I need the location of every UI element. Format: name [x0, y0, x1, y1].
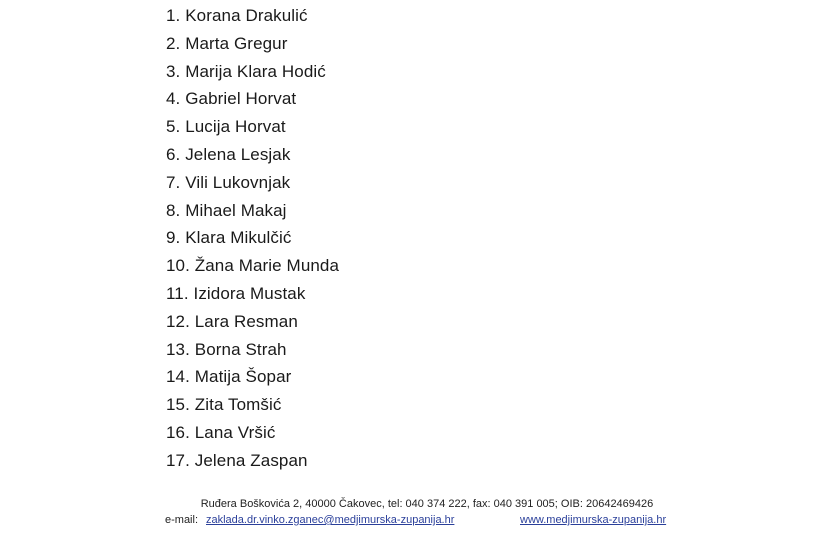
- email-link[interactable]: zaklada.dr.vinko.zganec@medjimurska-zupanija.hr: [206, 514, 455, 526]
- list-item: 5. Lucija Horvat: [166, 117, 286, 137]
- page-footer: [0, 496, 834, 528]
- email-label: e-mail:: [165, 514, 199, 526]
- list-item: 17. Jelena Zaspan: [166, 450, 308, 470]
- list-item: 9. Klara Mikulčić: [166, 228, 292, 248]
- list-item: 14. Matija Šopar: [166, 367, 292, 387]
- list-item: 6. Jelena Lesjak: [166, 144, 291, 164]
- footer-address: Ruđera Boškovića 2, 40000 Čakovec, tel: 040 374 222, fax: 040 391 005; OIB: 20642469426: [200, 498, 654, 510]
- list-item: 12. Lara Resman: [166, 311, 298, 331]
- list-item: 16. Lana Vršić: [166, 422, 276, 442]
- website-link[interactable]: www.medjimurska-zupanija.hr: [520, 514, 667, 526]
- list-item: 11. Izidora Mustak: [166, 283, 306, 303]
- list-item: 13. Borna Strah: [166, 339, 287, 359]
- list-item: 10. Žana Marie Munda: [166, 256, 340, 276]
- name-list: [166, 2, 339, 475]
- list-item: 3. Marija Klara Hodić: [166, 61, 326, 81]
- footer-contact: [0, 512, 834, 528]
- list-item: 4. Gabriel Horvat: [166, 89, 297, 109]
- list-item: 8. Mihael Makaj: [166, 200, 287, 220]
- list-item: 15. Zita Tomšić: [166, 395, 282, 415]
- list-item: 7. Vili Lukovnjak: [166, 172, 291, 192]
- list-item: 2. Marta Gregur: [166, 33, 288, 53]
- list-item: 1. Korana Drakulić: [166, 6, 308, 25]
